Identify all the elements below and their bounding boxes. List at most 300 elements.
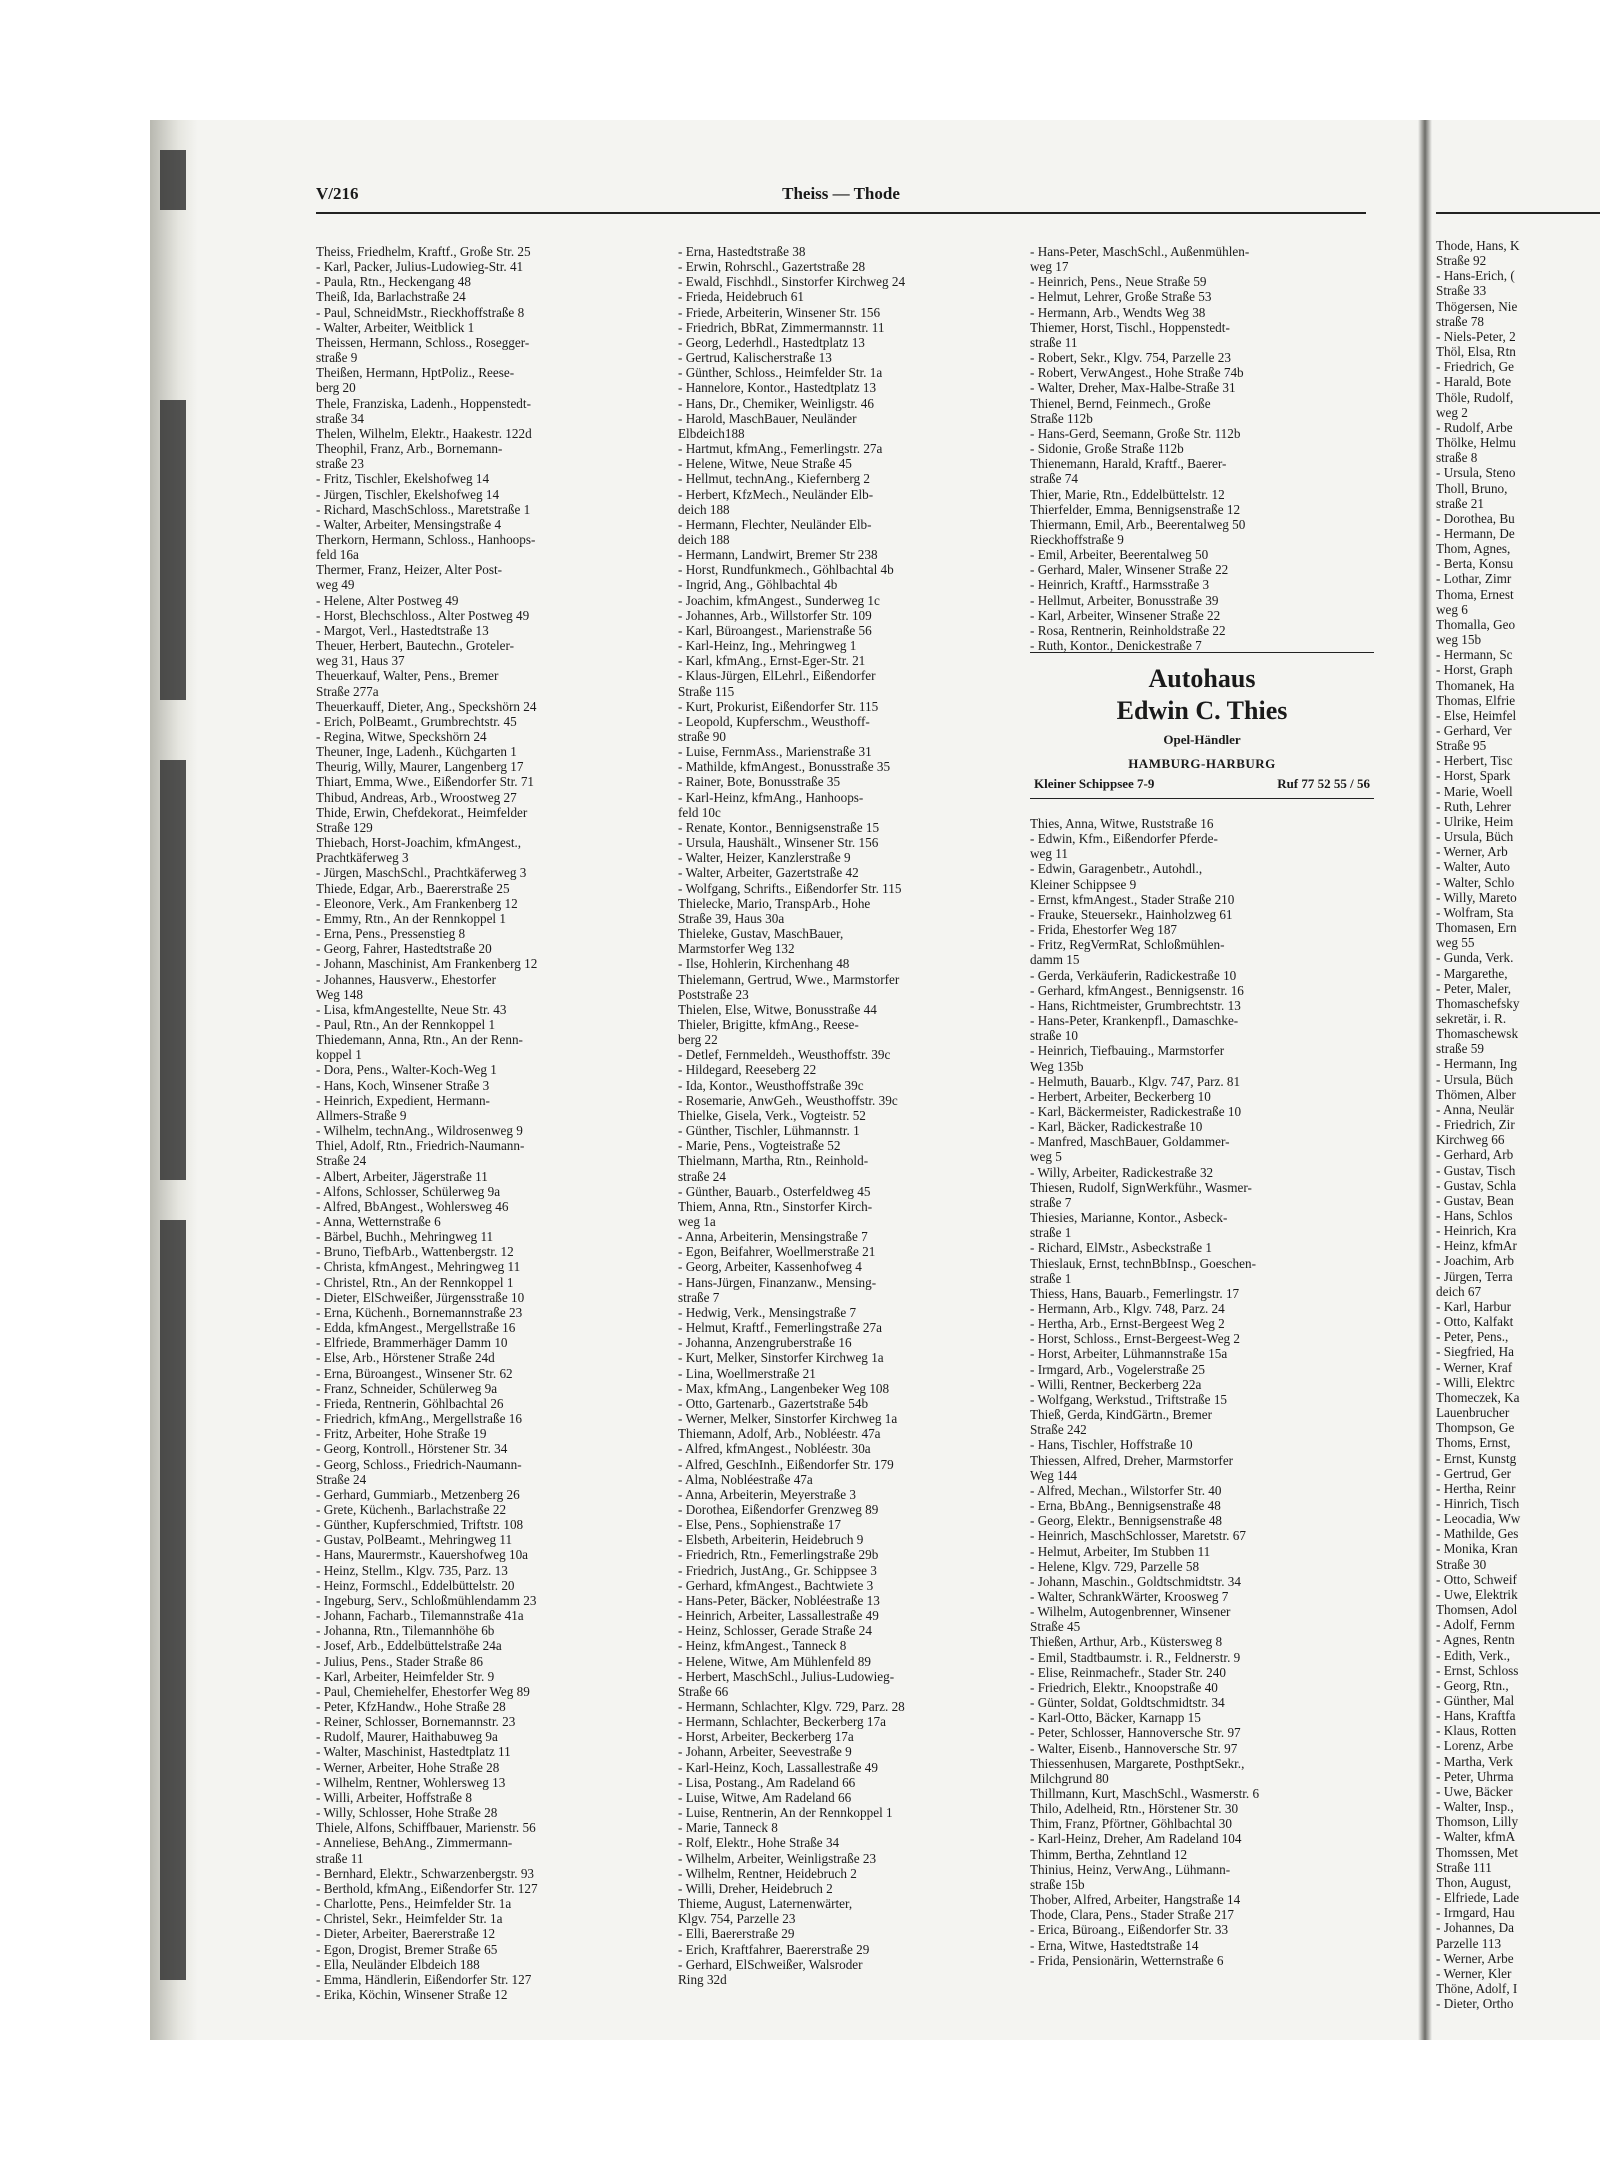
directory-entry-line: - Hans, Maurermstr., Kauershofweg 10a: [316, 1547, 529, 1563]
directory-entry-line: - Erna, BbAng., Bennigsenstraße 48: [1030, 1498, 1221, 1514]
directory-entry-line: - Karl, kfmAng., Ernst-Eger-Str. 21: [678, 653, 866, 669]
directory-entry-line: - Dorothea, Bu: [1436, 510, 1515, 526]
directory-entry-line: - Reiner, Schlosser, Bornemannstr. 23: [316, 1714, 516, 1730]
directory-entry-line: Thieler, Brigitte, kfmAng., Reese-: [678, 1016, 859, 1032]
directory-entry-line: - Willi, Arbeiter, Hoffstraße 8: [316, 1789, 472, 1805]
directory-entry-line: - Alma, Nobléestraße 47a: [678, 1471, 813, 1487]
directory-entry-line: - Irmgard, Hau: [1436, 1905, 1515, 1921]
directory-entry-line: - Wilhelm, Autogenbrenner, Winsener: [1030, 1604, 1231, 1620]
directory-entry-line: - Gerhard, Arb: [1436, 1147, 1514, 1163]
directory-column-2: [678, 244, 1018, 1987]
directory-entry-line: - Heinrich, Expedient, Hermann-: [316, 1092, 490, 1108]
directory-entry-line: - Rosa, Rentnerin, Reinholdstraße 22: [1030, 622, 1226, 638]
directory-entry-line: - Erna, Pens., Pressenstieg 8: [316, 926, 466, 942]
directory-entry-line: Thöle, Rudolf,: [1436, 389, 1514, 405]
directory-entry-line: - Willi, Dreher, Heidebruch 2: [678, 1880, 833, 1896]
directory-entry-line: - Gertrud, Ger: [1436, 1465, 1512, 1481]
directory-entry-line: - Willy, Mareto: [1436, 889, 1517, 905]
directory-entry-line: - Karl-Heinz, kfmAng., Hanhoops-: [678, 789, 864, 805]
directory-entry-line: Thiermann, Emil, Arb., Beerentalweg 50: [1030, 516, 1246, 532]
directory-entry-line: - Peter, Pens.,: [1436, 1329, 1509, 1345]
directory-entry-line: - Friedrich, Ge: [1436, 359, 1514, 375]
directory-entry-line: - Heinrich, Tiefbauing., Marmstorfer: [1030, 1043, 1225, 1059]
directory-entry-line: - Karl-Otto, Bäcker, Karnapp 15: [1030, 1710, 1201, 1726]
directory-entry-line: - Hermann, Arb., Klgv. 748, Parz. 24: [1030, 1301, 1225, 1316]
directory-entry-line: - Rudolf, Arbe: [1436, 419, 1513, 435]
directory-entry-line: - Lorenz, Arbe: [1436, 1738, 1514, 1754]
directory-entry-line: - Walter, Insp.,: [1436, 1799, 1514, 1815]
directory-entry-line: - Ursula, Steno: [1436, 465, 1516, 481]
directory-entry-line: Thiemann, Adolf, Arb., Nobléestr. 47a: [678, 1426, 881, 1442]
directory-entry-line: deich 67: [1436, 1283, 1482, 1299]
directory-entry-line: - Alfred, GeschInh., Eißendorfer Str. 179: [678, 1456, 894, 1472]
directory-entry-line: Thomaschefsky: [1436, 995, 1520, 1011]
directory-entry-line: straße 10: [1030, 1028, 1078, 1044]
directory-entry-line: Tholl, Bruno,: [1436, 480, 1508, 496]
directory-entry-line: - Friedrich, Elektr., Knoopstraße 40: [1030, 1679, 1218, 1695]
directory-entry-line: - Luise, Rentnerin, An der Rennkoppel 1: [678, 1805, 893, 1821]
directory-entry-line: - Otto, Gartenarb., Gazertstraße 54b: [678, 1395, 869, 1411]
directory-entry-line: Straße 115: [678, 683, 735, 699]
directory-entry-line: - Elsbeth, Arbeiterin, Heidebruch 9: [678, 1532, 864, 1548]
directory-entry-line: Straße 33: [1436, 283, 1487, 299]
directory-entry-line: - Alfons, Schlosser, Schülerweg 9a: [316, 1183, 501, 1199]
running-head: Theiss — Thode: [782, 184, 900, 203]
directory-entry-line: Thielmann, Martha, Rtn., Reinhold-: [678, 1153, 869, 1169]
directory-entry-line: - Wilhelm, Arbeiter, Weinligstraße 23: [678, 1850, 877, 1866]
directory-entry-line: - Helene, Klgv. 729, Parzelle 58: [1030, 1558, 1200, 1574]
directory-entry-line: - Alfred, kfmAngest., Nobléestr. 30a: [678, 1441, 871, 1457]
directory-entry-line: - Karl, Bäcker, Radickestraße 10: [1030, 1119, 1203, 1135]
directory-entry-line: - Alfred, BbAngest., Wohlersweg 46: [316, 1198, 509, 1214]
directory-entry-line: Thompson, Ge: [1436, 1420, 1515, 1436]
directory-entry-line: - Max, kfmAng., Langenbeker Weg 108: [678, 1380, 890, 1396]
directory-entry-line: deich 188: [678, 531, 730, 547]
directory-entry-line: - Grete, Küchenh., Barlachstraße 22: [316, 1501, 507, 1517]
directory-entry-line: - Ursula, Büch: [1436, 1071, 1514, 1087]
directory-entry-line: Thomas, Elfrie: [1436, 692, 1516, 708]
directory-entry-line: Thießen, Arthur, Arb., Küstersweg 8: [1030, 1634, 1223, 1650]
directory-entry-line: - Monika, Kran: [1436, 1541, 1518, 1557]
directory-entry-line: - Margarethe,: [1436, 965, 1508, 981]
page-gutter: [1418, 120, 1432, 2040]
directory-entry-line: - Hertha, Arb., Ernst-Bergeest Weg 2: [1030, 1316, 1225, 1332]
directory-entry-line: - Julius, Pens., Stader Straße 86: [316, 1653, 484, 1669]
directory-entry-line: Thielecke, Mario, TranspArb., Hohe: [678, 895, 871, 911]
directory-entry-line: straße 23: [316, 456, 364, 472]
directory-entry-line: Elbdeich188: [678, 425, 745, 441]
directory-entry-line: Straße 129: [316, 819, 373, 835]
directory-entry-line: Thomaschewsk: [1436, 1026, 1519, 1042]
directory-entry-line: - Willy, Arbeiter, Radickestraße 32: [1030, 1164, 1214, 1180]
directory-entry-line: Straße 92: [1436, 253, 1487, 269]
directory-entry-line: - Hermann, Landwirt, Bremer Str 238: [678, 547, 878, 563]
directory-entry-line: - Jürgen, MaschSchl., Prachtkäferweg 3: [316, 865, 527, 881]
directory-entry-line: - Horst, Graph: [1436, 662, 1513, 678]
directory-entry-line: - Mathilde, Ges: [1436, 1526, 1519, 1542]
directory-entry-line: - Walter, Auto: [1436, 859, 1510, 875]
directory-entry-line: - Hertha, Reinr: [1436, 1480, 1516, 1496]
directory-entry-line: weg 49: [316, 577, 355, 593]
directory-entry-line: - Else, Heimfel: [1436, 707, 1517, 723]
directory-entry-line: - Lothar, Zimr: [1436, 571, 1512, 587]
directory-entry-line: - Manfred, MaschBauer, Goldammer-: [1030, 1134, 1230, 1150]
directory-entry-line: deich 188: [678, 501, 730, 517]
directory-entry-line: - Hans-Jürgen, Finanzanw., Mensing-: [678, 1274, 877, 1290]
directory-entry-line: - Albert, Arbeiter, Jägerstraße 11: [316, 1168, 488, 1184]
directory-entry-line: straße 15b: [1030, 1876, 1085, 1892]
directory-entry-line: - Egon, Beifahrer, Woellmerstraße 21: [678, 1244, 876, 1260]
directory-entry-line: Weg 135b: [1030, 1058, 1084, 1074]
directory-entry-line: - Walter, Arbeiter, Weitblick 1: [316, 319, 475, 335]
directory-entry-line: - Bruno, TiefbArb., Wattenbergstr. 12: [316, 1244, 514, 1260]
directory-entry-line: - Frieda, Heidebruch 61: [678, 289, 804, 305]
directory-entry-line: - Gustav, Bean: [1436, 1192, 1514, 1208]
directory-entry-line: Weg 144: [1030, 1467, 1077, 1483]
spine-print-mark: [160, 400, 186, 700]
directory-entry-line: - Helene, Witwe, Neue Straße 45: [678, 456, 852, 472]
directory-entry-line: sekretär, i. R.: [1436, 1010, 1507, 1026]
directory-entry-line: - Robert, Sekr., Klgv. 754, Parzelle 23: [1030, 350, 1231, 366]
directory-entry-line: - Karl, Arbeiter, Heimfelder Str. 9: [316, 1668, 495, 1684]
directory-entry-line: - Klaus-Jürgen, ElLehrl., Eißendorfer: [678, 668, 876, 684]
directory-entry-line: - Günther, Tischler, Lühmannstr. 1: [678, 1123, 860, 1139]
directory-entry-line: - Peter, Uhrma: [1436, 1768, 1514, 1784]
directory-entry-line: - Hartmut, kfmAng., Femerlingstr. 27a: [678, 441, 883, 457]
directory-entry-line: straße 21: [1436, 495, 1484, 511]
directory-entry-line: Theophil, Franz, Arb., Bornemann-: [316, 441, 503, 457]
ad-subtitle: Opel-Händler: [1163, 732, 1241, 747]
page-number: V/216: [316, 184, 359, 203]
directory-entry-line: - Ingeburg, Serv., Schloßmühlendamm 23: [316, 1592, 537, 1608]
directory-entry-line: - Regina, Witwe, Speckshörn 24: [316, 729, 487, 744]
directory-entry-line: - Peter, Maler,: [1436, 980, 1512, 996]
directory-entry-line: - Ruth, Kontor., Denickestraße 7: [1030, 638, 1202, 654]
directory-entry-line: - Willi, Rentner, Beckerberg 22a: [1030, 1376, 1202, 1392]
directory-entry-line: - Gerda, Verkäuferin, Radickestraße 10: [1030, 967, 1237, 983]
directory-entry-line: - Hans, Tischler, Hoffstraße 10: [1030, 1437, 1193, 1453]
directory-entry-line: Allmers-Straße 9: [316, 1107, 407, 1123]
directory-entry-line: - Dieter, Arbeiter, Baererstraße 12: [316, 1926, 496, 1942]
directory-entry-line: Milchgrund 80: [1030, 1770, 1109, 1786]
directory-entry-line: straße 78: [1436, 313, 1484, 329]
directory-entry-line: - Erna, Witwe, Hastedtstraße 14: [1030, 1937, 1199, 1953]
directory-entry-line: - Horst, Blechschloss., Alter Postweg 49: [316, 607, 530, 623]
directory-entry-line: Thienemann, Harald, Kraftf., Baerer-: [1030, 456, 1227, 472]
directory-entry-line: - Karl-Heinz, Koch, Lassallestraße 49: [678, 1759, 878, 1775]
directory-entry-line: straße 74: [1030, 471, 1078, 487]
directory-entry-line: - Heinrich, Pens., Neue Straße 59: [1030, 274, 1207, 290]
directory-entry-line: - Johanna, Rtn., Tilemannhöhe 6b: [316, 1623, 495, 1639]
directory-entry-line: - Günther, Schloss., Heimfelder Str. 1a: [678, 365, 883, 381]
directory-entry-line: weg 5: [1030, 1149, 1062, 1165]
directory-entry-line: - Robert, VerwAngest., Hohe Straße 74b: [1030, 365, 1244, 381]
directory-entry-line: - Edwin, Garagenbetr., Autohdl.,: [1030, 861, 1203, 877]
directory-entry-line: Thiele, Alfons, Schiffbauer, Marienstr. 56: [316, 1820, 536, 1836]
directory-entry-line: - Herbert, Tisc: [1436, 753, 1513, 769]
facing-page-column: [1436, 238, 1600, 2011]
ad-phone: Ruf 77 52 55 / 56: [1277, 776, 1370, 791]
directory-entry-line: - Richard, MaschSchloss., Maretstraße 1: [316, 501, 531, 517]
directory-entry-line: - Erica, Büroang., Eißendorfer Str. 33: [1030, 1922, 1229, 1938]
directory-entry-line: straße 11: [1030, 334, 1078, 350]
directory-entry-line: Theuner, Inge, Ladenh., Küchgarten 1: [316, 744, 517, 760]
directory-entry-line: straße 59: [1436, 1041, 1484, 1057]
directory-entry-line: - Gustav, Tisch: [1436, 1162, 1516, 1178]
directory-entry-line: - Werner, Arbe: [1436, 1950, 1514, 1966]
directory-entry-line: Thober, Alfred, Arbeiter, Hangstraße 14: [1030, 1892, 1241, 1908]
directory-entry-line: - Horst, Rundfunkmech., Göhlbachtal 4b: [678, 562, 894, 578]
directory-entry-line: - Werner, Arbeiter, Hohe Straße 28: [316, 1759, 500, 1775]
directory-column-3-top: [1030, 244, 1378, 653]
directory-entry-line: Thermer, Franz, Heizer, Alter Post-: [316, 562, 503, 578]
directory-entry-line: Straße 242: [1030, 1422, 1087, 1438]
directory-entry-line: - Uwe, Bäcker: [1436, 1783, 1513, 1799]
directory-entry-line: Thimm, Bertha, Zehntland 12: [1030, 1846, 1188, 1862]
directory-entry-line: Lauenbrucher: [1436, 1405, 1510, 1421]
directory-entry-line: - Hermann, Schlachter, Beckerberg 17a: [678, 1714, 886, 1730]
directory-entry-line: - Friedrich, Rtn., Femerlingstraße 29b: [678, 1547, 879, 1563]
directory-entry-line: straße 90: [678, 729, 726, 744]
directory-entry-line: straße 24: [678, 1168, 726, 1184]
directory-entry-line: - Rolf, Elektr., Hohe Straße 34: [678, 1835, 840, 1851]
directory-entry-line: - Paula, Rtn., Heckengang 48: [316, 274, 471, 290]
directory-entry-line: - Hans, Kraftfa: [1436, 1708, 1516, 1724]
directory-entry-line: - Heinrich, MaschSchlosser, Maretstr. 67: [1030, 1528, 1246, 1544]
directory-entry-line: - Heinz, kfmAngest., Tanneck 8: [678, 1638, 847, 1654]
directory-entry-line: - Niels-Peter, 2: [1436, 328, 1516, 344]
directory-entry-line: - Georg, Schloss., Friedrich-Naumann-: [316, 1456, 522, 1472]
directory-entry-line: - Frida, Pensionärin, Wetternstraße 6: [1030, 1952, 1224, 1968]
directory-entry-line: - Johann, Maschinist, Am Frankenberg 12: [316, 956, 538, 972]
directory-entry-line: Thomsen, Adol: [1436, 1602, 1518, 1618]
directory-entry-line: - Johannes, Hausverw., Ehestorfer: [316, 971, 497, 987]
directory-entry-line: - Hedwig, Verk., Mensingstraße 7: [678, 1304, 857, 1320]
directory-entry-line: Straße 112b: [1030, 410, 1093, 426]
directory-entry-line: - Hans, Koch, Winsener Straße 3: [316, 1077, 490, 1093]
directory-entry-line: - Otto, Kalfakt: [1436, 1314, 1514, 1330]
directory-entry-line: - Karl, Bäckermeister, Radickestraße 10: [1030, 1103, 1242, 1119]
spine-print-mark: [160, 150, 186, 210]
directory-entry-line: Poststraße 23: [678, 986, 749, 1002]
directory-entry-line: Theissen, Hermann, Schloss., Rosegger-: [316, 334, 530, 350]
directory-entry-line: - Heinrich, Arbeiter, Lassallestraße 49: [678, 1608, 879, 1624]
directory-entry-line: - Joachim, Arb: [1436, 1253, 1515, 1269]
directory-entry-line: Thode, Clara, Pens., Stader Straße 217: [1030, 1907, 1234, 1923]
directory-entry-line: - Else, Arb., Hörstener Straße 24d: [316, 1350, 495, 1366]
directory-entry-line: Thele, Franziska, Ladenh., Hoppenstedt-: [316, 395, 531, 411]
directory-entry-line: - Georg, Elektr., Bennigsenstraße 48: [1030, 1513, 1223, 1529]
directory-entry-line: Thim, Franz, Pförtner, Göhlbachtal 30: [1030, 1816, 1232, 1832]
directory-entry-line: straße 1: [1030, 1270, 1072, 1286]
directory-entry-line: - Dorothea, Eißendorfer Grenzweg 89: [678, 1501, 879, 1517]
directory-entry-line: - Heinz, Formschl., Eddelbüttelstr. 20: [316, 1577, 515, 1593]
directory-entry-line: - Kurt, Melker, Sinstorfer Kirchweg 1a: [678, 1350, 884, 1366]
directory-entry-line: - Ernst, kfmAngest., Stader Straße 210: [1030, 891, 1235, 907]
directory-entry-line: Thode, Hans, K: [1436, 238, 1520, 253]
directory-entry-line: - Ewald, Fischhdl., Sinstorfer Kirchweg 24: [678, 274, 906, 290]
directory-entry-line: - Georg, Arbeiter, Kassenhofweg 4: [678, 1259, 862, 1275]
directory-entry-line: Thibud, Andreas, Arb., Wroostweg 27: [316, 789, 517, 805]
directory-entry-line: straße 34: [316, 410, 364, 426]
directory-entry-line: Kirchweg 66: [1436, 1132, 1505, 1148]
directory-entry-line: - Emmy, Rtn., An der Rennkoppel 1: [316, 910, 506, 926]
directory-entry-line: - Herbert, KfzMech., Neuländer Elb-: [678, 486, 874, 502]
directory-entry-line: - Bärbel, Buchh., Mehringweg 11: [316, 1229, 494, 1245]
directory-entry-line: feld 10c: [678, 804, 721, 820]
directory-entry-line: - Emil, Stadtbaumstr. i. R., Feldnerstr. 9: [1030, 1649, 1241, 1665]
directory-entry-line: - Berthold, kfmAng., Eißendorfer Str. 127: [316, 1880, 538, 1896]
directory-entry-line: Kleiner Schippsee 9: [1030, 876, 1137, 892]
directory-entry-line: Thiessen, Alfred, Dreher, Marmstorfer: [1030, 1452, 1234, 1468]
directory-entry-line: Thöne, Adolf, I: [1436, 1980, 1518, 1996]
directory-entry-line: - Ursula, Haushält., Winsener Str. 156: [678, 835, 879, 851]
directory-entry-line: Thomson, Lilly: [1436, 1814, 1519, 1830]
directory-entry-line: - Hildegard, Reeseberg 22: [678, 1062, 817, 1078]
directory-entry-line: - Karl-Heinz, Ing., Mehringweg 1: [678, 638, 857, 654]
directory-entry-line: - Hans-Gerd, Seemann, Große Str. 112b: [1030, 425, 1241, 441]
directory-entry-line: - Karl, Büroangest., Marienstraße 56: [678, 622, 872, 638]
directory-entry-line: - Hannelore, Kontor., Hastedtplatz 13: [678, 380, 877, 396]
directory-entry-line: - Joachim, kfmAngest., Sunderweg 1c: [678, 592, 880, 608]
directory-entry-line: - Renate, Kontor., Bennigsenstraße 15: [678, 819, 880, 835]
directory-entry-line: - Hermann, Schlachter, Klgv. 729, Parz. 28: [678, 1699, 905, 1714]
directory-entry-line: - Charlotte, Pens., Heimfelder Str. 1a: [316, 1896, 512, 1912]
directory-entry-line: - Karl, Packer, Julius-Ludowieg-Str. 41: [316, 259, 524, 275]
directory-entry-line: - Erich, PolBeamt., Grumbrechtstr. 45: [316, 713, 517, 729]
directory-entry-line: Thögersen, Nie: [1436, 298, 1518, 314]
directory-entry-line: - Heinz, Stellm., Klgv. 735, Parz. 13: [316, 1562, 508, 1578]
directory-entry-line: Thilo, Adelheid, Rtn., Hörstener Str. 30: [1030, 1801, 1239, 1817]
directory-entry-line: - Walter, Eisenb., Hannoversche Str. 97: [1030, 1740, 1238, 1756]
directory-entry-line: Theiß, Ida, Barlachstraße 24: [316, 289, 466, 305]
directory-entry-line: Theuerkauff, Dieter, Ang., Speckshörn 24: [316, 698, 537, 714]
directory-entry-line: feld 16a: [316, 547, 359, 563]
directory-entry-line: - Josef, Arb., Eddelbüttelstraße 24a: [316, 1638, 502, 1654]
directory-entry-line: - Heinrich, Kraftf., Harmsstraße 3: [1030, 577, 1210, 593]
directory-entry-line: - Johann, Arbeiter, Seevestraße 9: [678, 1744, 852, 1760]
spine-print-mark: [160, 760, 186, 1180]
ad-address: Kleiner Schippsee 7-9: [1034, 776, 1155, 791]
directory-entry-line: - Hinrich, Tisch: [1436, 1495, 1520, 1511]
directory-entry-line: - Anna, Arbeiterin, Meyerstraße 3: [678, 1486, 856, 1502]
directory-entry-line: - Helmut, Kraftf., Femerlingstraße 27a: [678, 1320, 882, 1336]
directory-entry-line: - Jürgen, Tischler, Ekelshofweg 14: [316, 486, 500, 502]
directory-entry-line: Thom, Agnes,: [1436, 541, 1511, 557]
directory-entry-line: - Paul, SchneidMstr., Rieckhoffstraße 8: [316, 304, 525, 320]
directory-entry-line: - Werner, Arb: [1436, 844, 1508, 860]
facing-page-header-rule: [1436, 212, 1600, 214]
directory-entry-line: Thömen, Alber: [1436, 1086, 1516, 1102]
directory-entry-line: - Else, Pens., Sophienstraße 17: [678, 1517, 841, 1533]
directory-entry-line: Thielen, Else, Witwe, Bonusstraße 44: [678, 1001, 877, 1017]
directory-entry-line: - Christa, kfmAngest., Mehringweg 11: [316, 1259, 521, 1275]
directory-entry-line: - Helmuth, Bauarb., Klgv. 747, Parz. 81: [1030, 1073, 1241, 1089]
directory-entry-line: koppel 1: [316, 1047, 362, 1063]
directory-entry-line: Thiessenhusen, Margarete, PosthptSekr.,: [1030, 1755, 1245, 1771]
directory-entry-line: weg 6: [1436, 601, 1468, 617]
directory-entry-line: - Hans, Richtmeister, Grumbrechtstr. 13: [1030, 997, 1241, 1013]
directory-entry-line: - Gerhard, kfmAngest., Bachtwiete 3: [678, 1577, 874, 1593]
directory-entry-line: - Elli, Baererstraße 29: [678, 1926, 795, 1942]
directory-entry-line: Thiesen, Rudolf, SignWerkführ., Wasmer-: [1030, 1179, 1252, 1195]
directory-entry-line: - Frauke, Steuersekr., Hainholzweg 61: [1030, 906, 1233, 922]
directory-entry-line: Therkorn, Hermann, Schloss., Hanhoops-: [316, 531, 536, 547]
directory-entry-line: - Erwin, Rohrschl., Gazertstraße 28: [678, 259, 866, 275]
directory-entry-line: - Ernst, Schloss: [1436, 1662, 1519, 1678]
directory-entry-line: Thiemer, Horst, Tischl., Hoppenstedt-: [1030, 319, 1230, 335]
directory-entry-line: Thieme, August, Laternenwärter,: [678, 1896, 853, 1912]
directory-entry-line: weg 31, Haus 37: [316, 653, 405, 669]
directory-entry-line: - Anna, Arbeiterin, Mensingstraße 7: [678, 1229, 868, 1245]
directory-entry-line: - Hans-Peter, Bäcker, Nobléestraße 13: [678, 1592, 880, 1608]
directory-entry-line: Straße 95: [1436, 738, 1487, 754]
directory-entry-line: weg 17: [1030, 259, 1069, 275]
directory-entry-line: - Ulrike, Heim: [1436, 813, 1514, 829]
directory-entry-line: - Berta, Konsu: [1436, 556, 1514, 572]
directory-entry-line: - Frida, Ehestorfer Weg 187: [1030, 922, 1178, 938]
directory-entry-line: straße 9: [316, 350, 358, 366]
directory-entry-line: - Walter, Maschinist, Hastedtplatz 11: [316, 1744, 511, 1760]
directory-entry-line: - Irmgard, Arb., Vogelerstraße 25: [1030, 1361, 1205, 1377]
directory-entry-line: - Günther, Bauarb., Osterfeldweg 45: [678, 1183, 871, 1199]
directory-entry-line: - Rainer, Bote, Bonusstraße 35: [678, 774, 841, 790]
spine-print-mark: [160, 1220, 186, 1980]
directory-entry-line: - Ruth, Lehrer: [1436, 798, 1512, 814]
directory-entry-line: Straße 39, Haus 30a: [678, 910, 785, 926]
directory-entry-line: - Lina, Woellmerstraße 21: [678, 1365, 816, 1381]
directory-entry-line: - Hermann, Ing: [1436, 1056, 1517, 1072]
directory-entry-line: straße 1: [1030, 1225, 1072, 1241]
directory-entry-line: Marmstorfer Weg 132: [678, 941, 795, 957]
directory-entry-line: - Günther, Mal: [1436, 1693, 1515, 1708]
directory-entry-line: - Karl, Harbur: [1436, 1298, 1512, 1314]
directory-entry-line: Theiss, Friedhelm, Kraftf., Große Str. 25: [316, 244, 531, 259]
directory-entry-line: - Werner, Melker, Sinstorfer Kirchweg 1a: [678, 1411, 898, 1427]
directory-entry-line: - Edwin, Kfm., Eißendorfer Pferde-: [1030, 831, 1218, 847]
directory-entry-line: - Gustav, PolBeamt., Mehringweg 11: [316, 1532, 513, 1548]
directory-entry-line: - Bernhard, Elektr., Schwarzenbergstr. 93: [316, 1865, 535, 1881]
directory-entry-line: - Walter, Arbeiter, Gazertstraße 42: [678, 865, 859, 881]
directory-entry-line: - Elise, Reinmachefr., Stader Str. 240: [1030, 1664, 1226, 1680]
directory-entry-line: - Ilse, Hohlerin, Kirchenhang 48: [678, 956, 850, 972]
directory-entry-line: - Anna, Wetternstraße 6: [316, 1214, 441, 1229]
directory-entry-line: - Horst, Arbeiter, Lühmannstraße 15a: [1030, 1346, 1228, 1362]
directory-entry-line: Straße 66: [678, 1683, 729, 1699]
directory-entry-line: - Harold, MaschBauer, Neuländer: [678, 410, 857, 426]
directory-entry-line: - Ida, Kontor., Weusthoffstraße 39c: [678, 1077, 864, 1093]
directory-entry-line: Straße 111: [1436, 1859, 1492, 1875]
directory-entry-line: - Helene, Witwe, Am Mühlenfeld 89: [678, 1653, 871, 1669]
directory-entry-line: - Ingrid, Ang., Göhlbachtal 4b: [678, 577, 838, 593]
directory-entry-line: - Fritz, RegVermRat, Schloßmühlen-: [1030, 937, 1225, 953]
directory-entry-line: Straße 24: [316, 1153, 367, 1169]
directory-entry-line: - Johannes, Da: [1436, 1920, 1515, 1936]
directory-entry-line: - Hermann, Arb., Wendts Weg 38: [1030, 304, 1206, 320]
directory-entry-line: berg 22: [678, 1032, 718, 1048]
directory-entry-line: - Gerhard, Maler, Winsener Straße 22: [1030, 562, 1229, 578]
directory-entry-line: - Emil, Arbeiter, Beerentalweg 50: [1030, 547, 1209, 563]
directory-entry-line: Straße 24: [316, 1471, 367, 1487]
directory-entry-line: - Gertrud, Kalischerstraße 13: [678, 350, 832, 366]
directory-entry-line: - Gerhard, kfmAngest., Bennigsenstr. 16: [1030, 982, 1244, 998]
directory-entry-line: - Hermann, Flechter, Neuländer Elb-: [678, 516, 872, 532]
directory-entry-line: - Herbert, MaschSchl., Julius-Ludowieg-: [678, 1668, 895, 1684]
directory-entry-line: - Siegfried, Ha: [1436, 1344, 1514, 1360]
directory-entry-line: - Horst, Spark: [1436, 768, 1511, 784]
directory-entry-line: - Friedrich, BbRat, Zimmermannstr. 11: [678, 319, 885, 335]
directory-entry-line: Thiel, Adolf, Rtn., Friedrich-Naumann-: [316, 1138, 525, 1154]
